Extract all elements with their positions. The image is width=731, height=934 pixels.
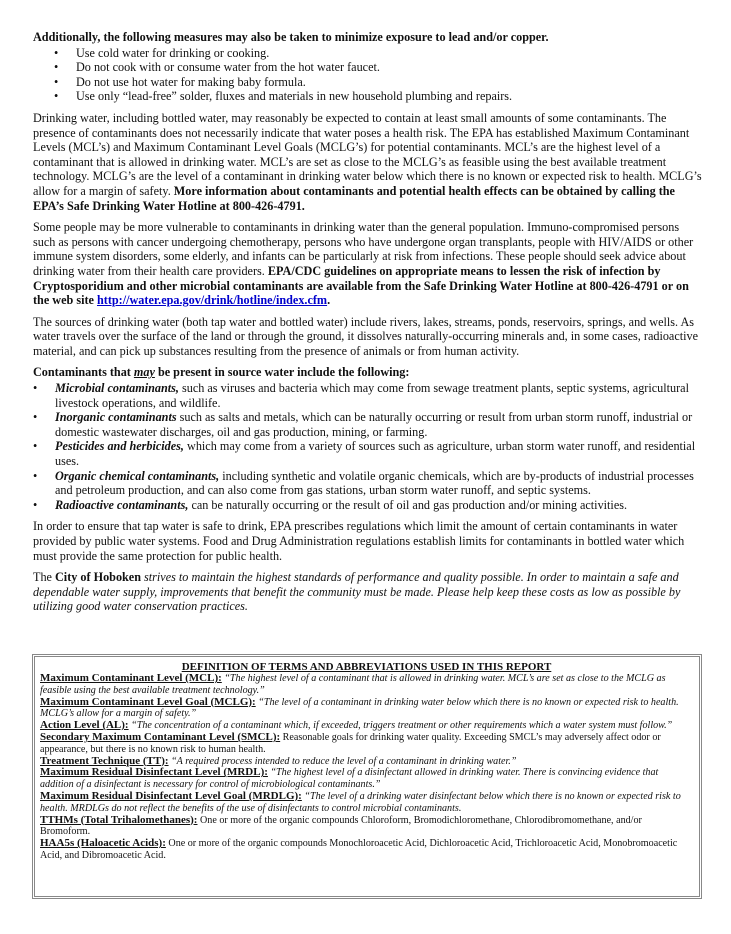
definition-term: Maximum Residual Disinfectant Level Goal (MRDLG):: [40, 789, 302, 802]
definition-desc: “The highest level of a disinfectant allowed in drinking water. There is convincing evidence that addition of a disinfectant is necessary for control of microbiological contaminants.”: [40, 767, 659, 791]
city-name: City of Hoboken: [55, 570, 141, 585]
definition-item: [40, 815, 693, 839]
definition-desc: “The concentration of a contaminant which, if exceeded, triggers treatment or other requirements which a water system must follow.”: [128, 720, 673, 732]
definition-desc: “The level of a drinking water disinfectant below which there is no known or expected risk to health. MRDLGs do not reflect the benefits of the use of disinfectants to control microbial contaminants.: [40, 790, 681, 814]
contaminant-term: Inorganic contaminants: [55, 410, 177, 425]
definition-term: Treatment Technique (TT):: [40, 754, 169, 767]
definition-desc: “The level of a contaminant in drinking water below which there is no known or expected risk to health. MCLG’s allow for a margin of safety.”: [40, 696, 679, 720]
sources-paragraph: The sources of drinking water (both tap water and bottled water) include rivers, lakes, streams, ponds, reservoirs, springs, and wells. As water travels over the surface of the land or through the ground, it dissolves naturally-occurring minerals and, in some cases, radioactive material, and can pick up substances resulting from the presence of animals or from human activity.: [33, 314, 699, 358]
list-item: • Use cold water for drinking or cooking.: [54, 46, 702, 61]
mcl-text: Drinking water, including bottled water, may reasonably be expected to contain at least small amounts of some contaminants. The presence of contaminants does not necessarily indicate that water poses a health risk. The EPA has established Maximum Contaminant Levels (MCL’s) and Maximum Contaminant Level Goals (MCLG’s) for potential contaminants. MCL’s are the highest level of a contaminant that is allowed in drinking water. MCL’s are set as close to the MCLG’s as feasible using the best available treatment technology. MCLG’s are the level of a contaminant in drinking water below which there is no known or expected risk to health. MCLG’s allow for a margin of safety.: [33, 110, 702, 198]
contaminant-desc: such as viruses and bacteria which may come from sewage treatment plants, septic systems, agricultural livestock operations, and wildlife.: [55, 381, 689, 410]
contaminant-term: Radioactive contaminants,: [55, 497, 189, 512]
main-text: [33, 30, 702, 614]
contaminants-list: [33, 381, 702, 512]
lead-measures-heading: Additionally, the following measures may also be taken to minimize exposure to lead and/or copper.: [33, 30, 549, 44]
definition-item: [40, 838, 693, 862]
contaminant-desc: can be naturally occurring or the result of oil and gas production and/or mining activities.: [188, 497, 628, 512]
hoboken-pre: The: [33, 570, 55, 585]
contaminant-term: Microbial contaminants,: [55, 381, 179, 396]
contaminant-term: Pesticides and herbicides,: [55, 439, 184, 454]
definition-term: Maximum Contaminant Level Goal (MCLG):: [40, 695, 256, 708]
definition-desc: One or more of the organic compounds Monochloroacetic Acid, Dichloroacetic Acid, Trichloroacetic Acid, Monobromoacetic Acid, and Dibromoacetic Acid.: [40, 838, 678, 861]
heading-pre: Contaminants that: [33, 365, 134, 380]
definition-desc: Reasonable goals for drinking water quality. Exceeding SMCL’s may adversely affect odor or appearance, but there is no known risk to human health.: [40, 731, 661, 755]
mcl-paragraph: [33, 111, 702, 213]
hoboken-text: strives to maintain the highest standards of performance and quality possible. In order to maintain a safe and dependable water supply, improvements that benefit the community must be made. Please help keep these costs as low as possible by utilizing good water conservation practices.: [33, 570, 681, 614]
contaminant-desc: which may come from a variety of sources such as agriculture, urban storm water runoff, and residential uses.: [55, 439, 696, 469]
list-item: • Do not cook with or consume water from the hot water faucet.: [54, 60, 702, 75]
list-item: [33, 498, 702, 513]
heading-post: be present in source water include the following:: [154, 365, 410, 380]
definition-item: [40, 673, 693, 697]
definition-term: HAA5s (Haloacetic Acids):: [40, 837, 166, 850]
list-item: • Use only “lead-free” solder, fluxes and materials in new household plumbing and repairs.: [54, 89, 702, 104]
definition-item: [40, 767, 693, 791]
list-item: [33, 410, 702, 439]
definition-term: Secondary Maximum Contaminant Level (SMCL):: [40, 730, 281, 743]
definition-desc: “The highest level of a contaminant that is allowed in drinking water. MCL’s are set as close to the MCLG as feasible using the best available treatment technology.”: [40, 673, 666, 696]
definition-term: Maximum Residual Disinfectant Level (MRDL):: [40, 766, 268, 779]
definitions-title: DEFINITION OF TERMS AND ABBREVIATIONS USED IN THIS REPORT: [181, 661, 552, 673]
epa-hotline-link[interactable]: http://water.epa.gov/drink/hotline/index.cfm: [96, 293, 328, 308]
period: .: [327, 293, 331, 308]
definitions-box: [32, 654, 702, 899]
definition-desc: “A required process intended to reduce the level of a contaminant in drinking water.”: [168, 755, 517, 767]
definition-item: [40, 697, 693, 721]
definition-term: Maximum Contaminant Level (MCL):: [40, 672, 222, 684]
contaminant-desc: such as salts and metals, which can be naturally occurring or result from urban storm runoff, industrial or domestic wastewater discharges, oil and gas production, mining, or farming.: [55, 410, 693, 439]
contaminants-heading: [33, 365, 702, 380]
definition-item: [40, 732, 693, 756]
list-item: [33, 439, 702, 468]
regulations-paragraph: In order to ensure that tap water is safe to drink, EPA prescribes regulations which limit the amount of certain contaminants in water provided by public water systems. Food and Drug Administration regulations establish limits for contaminants in bottled water which must provide the same protection for public health.: [33, 519, 685, 563]
list-item: [33, 381, 702, 410]
list-item: [33, 469, 702, 498]
definition-term: TTHMs (Total Trihalomethanes):: [40, 813, 198, 826]
vulnerable-paragraph: [33, 220, 702, 308]
contaminant-term: Organic chemical contaminants,: [55, 468, 220, 483]
definition-term: Action Level (AL):: [40, 719, 129, 732]
definition-item: [40, 791, 693, 815]
hoboken-paragraph: [33, 570, 702, 614]
hotline-info: More information about contaminants and potential health effects can be obtained by calling the EPA’s Safe Drinking Water Hotline at 800-426-4791.: [33, 183, 675, 213]
contaminant-desc: including synthetic and volatile organic chemicals, which are by-products of industrial processes and petroleum production, and can also come from gas stations, urban storm water runoff, and septic systems.: [55, 468, 694, 498]
definition-desc: One or more of the organic compounds Chloroform, Bromodichloromethane, Chlorodibromomethane, and/or Bromoform.: [40, 814, 642, 838]
epa-cdc-guidelines: EPA/CDC guidelines on appropriate means to lessen the risk of infection by Cryptosporidium and other microbial contaminants are available from the Safe Drinking Water Hotline at 800-426-4791 or on the web site: [33, 263, 689, 308]
list-item: • Do not use hot water for making baby formula.: [54, 75, 702, 90]
may-emphasis: may: [133, 365, 155, 380]
vulnerable-text: Some people may be more vulnerable to contaminants in drinking water than the general population. Immuno-compromised persons such as persons with cancer undergoing chemotherapy, persons who have undergone organ transplants, people with HIV/AIDS or other immune system disorders, some elderly, and infants can be particularly at risk from infections. These people should seek advice about drinking water from their health care providers.: [33, 220, 694, 278]
lead-tips-list: [33, 46, 702, 104]
